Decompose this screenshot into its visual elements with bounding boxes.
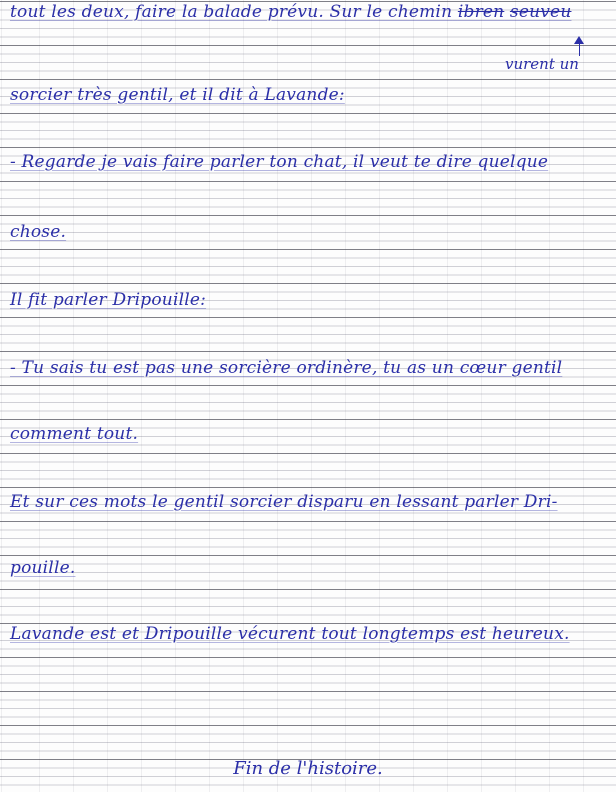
text-line-4: chose.	[10, 222, 67, 242]
text-line-1	[10, 2, 571, 22]
text-line-1-content: tout les deux, faire la balade prévu. Sur le chemin	[10, 2, 453, 22]
struck-word-2: seuveu	[509, 2, 572, 22]
insertion-caret-stem	[579, 42, 580, 56]
text-line-2: sorcier très gentil, et il dit à Lavande:	[10, 85, 345, 105]
text-line-7: comment tout.	[10, 424, 139, 444]
struck-word-1: ibren	[457, 2, 505, 22]
text-line-8: Et sur ces mots le gentil sorcier disparu en lessant parler Dri-	[10, 492, 558, 512]
text-line-9: pouille.	[10, 558, 76, 578]
text-line-5: Il fit parler Dripouille:	[10, 290, 207, 310]
text-line-10: Lavande est et Dripouille vécurent tout longtemps est heureux.	[10, 624, 570, 644]
text-line-6: - Tu sais tu est pas une sorcière ordinère, tu as un cœur gentil	[10, 358, 563, 378]
story-ending: Fin de l'histoire.	[233, 758, 383, 779]
insertion-caret-icon	[574, 36, 584, 44]
insertion-text: vurent un	[505, 55, 579, 73]
text-line-3: - Regarde je vais faire parler ton chat, il veut te dire quelque	[10, 152, 549, 172]
